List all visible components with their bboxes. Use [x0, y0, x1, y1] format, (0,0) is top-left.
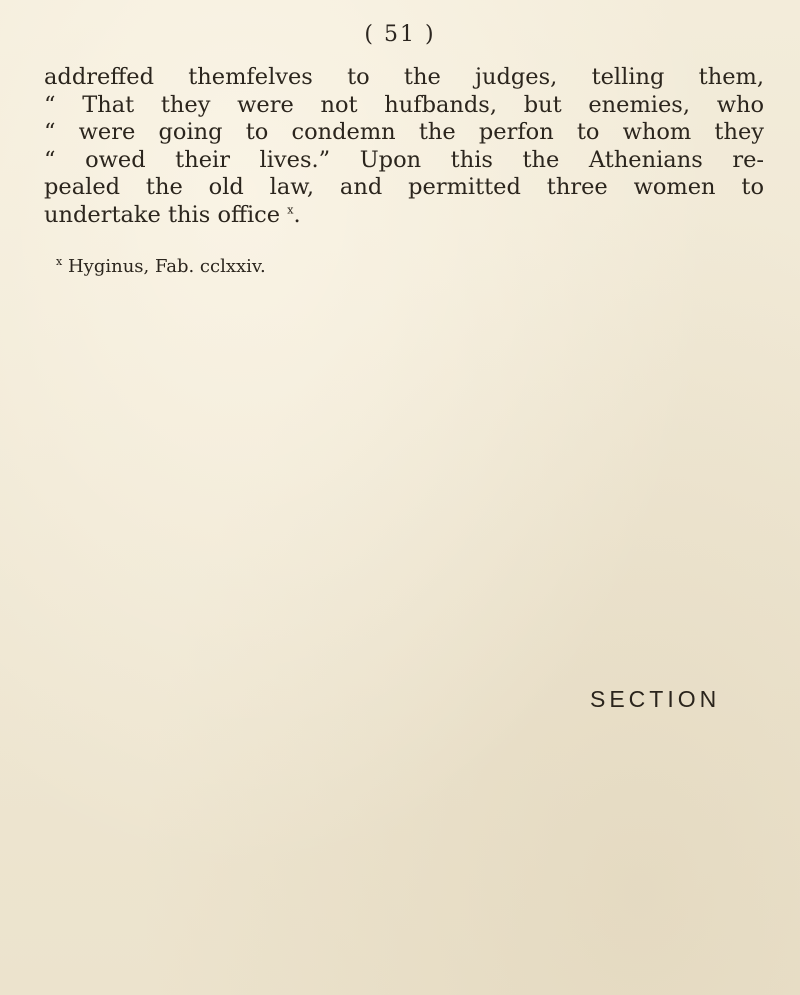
- bleed-through-texture: [10, 290, 790, 850]
- footnote-marker: x: [56, 255, 63, 268]
- body-paragraph: [44, 64, 764, 230]
- text-line-3: “ were going to condemn the perfon to whom they: [44, 119, 764, 146]
- text-line-4: “ owed their lives.” Upon this the Athenians re-: [44, 146, 764, 173]
- text-line-6: [44, 202, 764, 230]
- text-line-6-content: undertake this office: [44, 201, 281, 228]
- footnote: [56, 256, 266, 277]
- footnote-reference: x: [287, 203, 294, 217]
- text-line-5: pealed the old law, and permitted three women to: [44, 174, 764, 201]
- page-number: ( 51 ): [364, 22, 436, 47]
- catchword: SECTION: [590, 686, 721, 712]
- text-line-1: addreffed themfelves to the judges, telling them,: [44, 64, 764, 90]
- line-end-period: .: [293, 201, 301, 228]
- footnote-text: Hyginus, Fab. cclxxiv.: [67, 256, 266, 277]
- text-line-2: “ That they were not hufbands, but enemies, who: [44, 91, 764, 118]
